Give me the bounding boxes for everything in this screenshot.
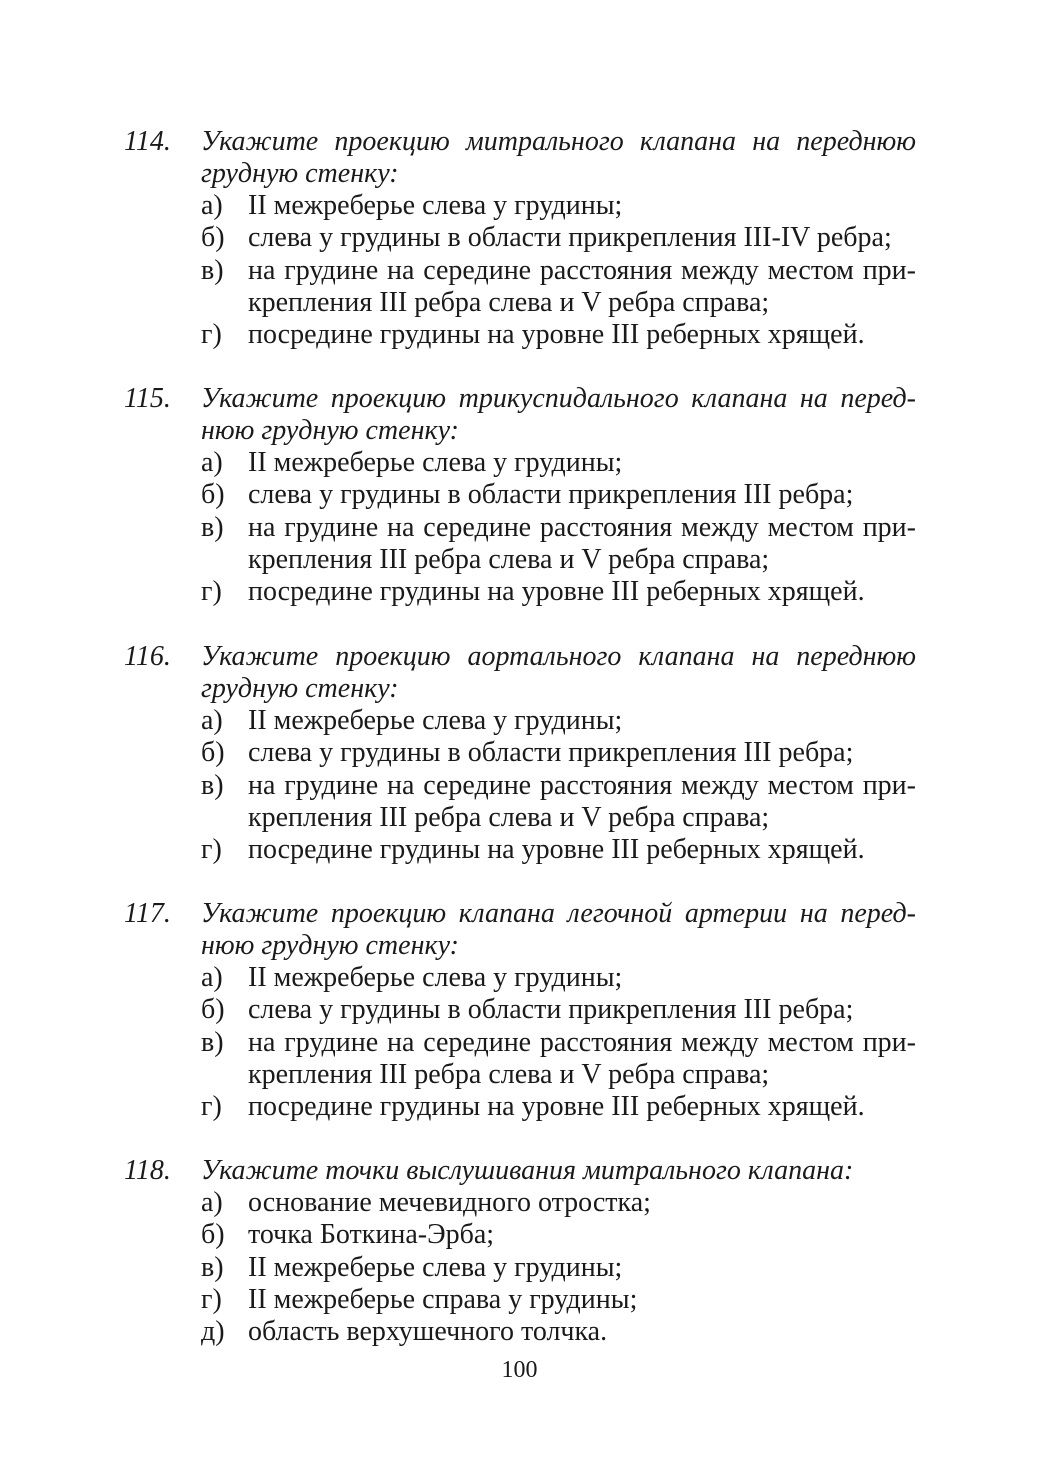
answer-option [201,770,916,835]
question-header [124,641,916,705]
option-letter: г) [201,319,222,351]
option-text: II межреберье слева у грудины; [248,447,623,478]
question-text: Укажите проекцию клапана легочной артерии на переднюю грудную стенку: [201,898,916,961]
question-number: 115. [124,383,171,414]
question-text: Укажите проекцию трикуспидального клапана на переднюю грудную стенку: [201,383,916,446]
option-text: точка Боткина-Эрба; [248,1219,495,1251]
answer-option [201,834,916,866]
answer-option [201,1091,916,1123]
answer-option [201,1027,916,1092]
question-header [124,126,916,190]
answer-option [201,737,916,769]
answer-option [201,447,916,479]
question-number: 114. [124,126,171,157]
question-116 [124,641,916,866]
option-text: посредине грудины на уровне III реберных хрящей. [248,576,865,608]
option-letter: а) [201,447,223,478]
option-letter: б) [201,994,225,1026]
option-text: основание мечевидного отростка; [248,1187,651,1218]
option-letter: г) [201,576,222,608]
option-letter: а) [201,190,223,221]
option-letter: а) [201,1187,223,1218]
option-letter: в) [201,769,224,801]
option-letter: б) [201,222,225,254]
question-text: Укажите проекцию аортального клапана на переднюю грудную стенку: [201,641,916,704]
answer-option [201,1284,916,1316]
option-letter: а) [201,962,223,993]
question-header [124,383,916,447]
answer-option [201,705,916,737]
option-text: II межреберье слева у грудины; [248,190,623,221]
question-115 [124,383,916,608]
question-text: Укажите проекцию митрального клапана на переднюю грудную стенку: [201,126,916,189]
answer-options [201,1187,916,1348]
answer-option [201,1252,916,1284]
answer-option [201,319,916,351]
answer-options [201,190,916,351]
question-header [124,1155,916,1187]
option-text: на грудине на середине расстояния между местом прикрепления III ребра слева и V ребра справа; [248,511,916,575]
option-text: посредине грудины на уровне III реберных хрящей. [248,1091,865,1123]
option-text: на грудине на середине расстояния между местом прикрепления III ребра слева и V ребра справа; [248,1026,916,1090]
option-text: на грудине на середине расстояния между местом прикрепления III ребра слева и V ребра справа; [248,254,916,318]
option-text: II межреберье слева у грудины; [248,705,623,736]
question-118 [124,1155,916,1348]
option-text: II межреберье слева у грудины; [248,962,623,993]
option-letter: в) [201,1251,224,1283]
option-letter: в) [201,254,224,286]
option-text: II межреберье справа у грудины; [248,1283,638,1315]
option-letter: в) [201,511,224,543]
answer-option [201,1316,916,1348]
answer-options [201,705,916,866]
option-letter: в) [201,1026,224,1058]
question-117 [124,898,916,1123]
answer-option [201,1187,916,1219]
option-letter: д) [201,1316,225,1348]
option-text: слева у грудины в области прикрепления III ребра; [248,737,854,769]
answer-option [201,962,916,994]
question-text: Укажите точки выслушивания митрального клапана: [201,1155,854,1186]
answer-option [201,576,916,608]
question-114 [124,126,916,351]
option-letter: б) [201,1219,225,1251]
option-letter: а) [201,705,223,736]
option-letter: б) [201,479,225,511]
option-text: область верхушечного толчка. [248,1316,608,1348]
option-text: посредине грудины на уровне III реберных хрящей. [248,319,865,351]
option-letter: б) [201,737,225,769]
answer-options [201,447,916,608]
option-text: на грудине на середине расстояния между местом прикрепления III ребра слева и V ребра справа; [248,769,916,833]
question-number: 118. [124,1155,171,1186]
option-letter: г) [201,1091,222,1123]
answer-option [201,222,916,254]
answer-option [201,1219,916,1251]
answer-option [201,994,916,1026]
option-text: II межреберье слева у грудины; [248,1251,623,1283]
option-letter: г) [201,1283,222,1315]
answer-option [201,190,916,222]
answer-options [201,962,916,1123]
option-letter: г) [201,834,222,866]
page-number: 100 [501,1357,538,1383]
option-text: слева у грудины в области прикрепления III ребра; [248,994,854,1026]
answer-option [201,512,916,577]
answer-option [201,255,916,320]
question-number: 116. [124,641,171,672]
option-text: слева у грудины в области прикрепления III ребра; [248,479,854,511]
answer-option [201,479,916,511]
question-number: 117. [124,898,171,929]
option-text: слева у грудины в области прикрепления III-IV ребра; [248,222,892,254]
option-text: посредине грудины на уровне III реберных хрящей. [248,834,865,866]
question-header [124,898,916,962]
